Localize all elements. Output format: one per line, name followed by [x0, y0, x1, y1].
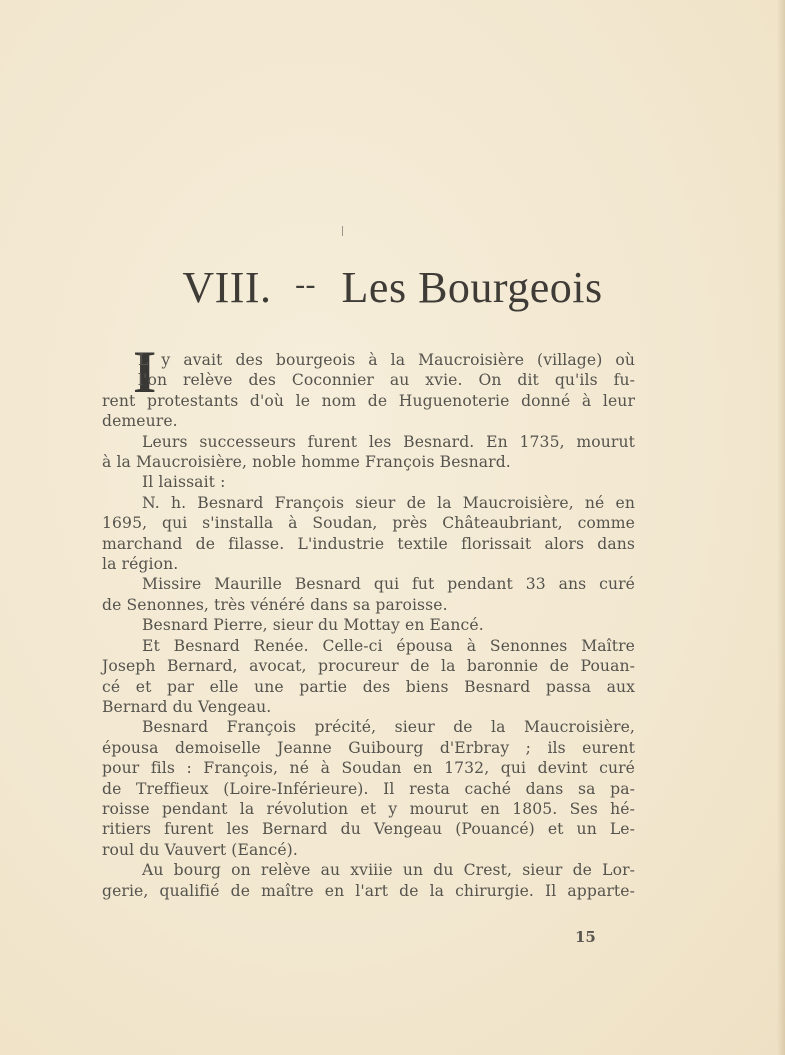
text-line: la région.	[102, 555, 179, 574]
text-line: Il laissait :	[142, 473, 226, 492]
text-line: épousa demoiselle Jeanne Guibourg d'Erbray ; ils eurent	[102, 738, 635, 757]
page-number: 15	[575, 928, 596, 946]
text-line: Et Besnard Renée. Celle-ci épousa à Senonnes Maître	[142, 636, 635, 655]
chapter-title: Les Bourgeois	[341, 263, 603, 312]
text-line: à la Maucroisière, noble homme François Besnard.	[102, 453, 511, 472]
text-line: rent protestants d'où le nom de Huguenoterie donné à leur	[102, 391, 635, 410]
text-line: N. h. Besnard François sieur de la Maucroisière, né en	[142, 493, 635, 512]
text-line: roisse pendant la révolution et y mourut en 1805. Ses hé-	[102, 799, 635, 818]
text-line: Au bourg on relève au xviiie un du Crest, sieur de Lor-	[142, 861, 635, 880]
text-line: Bernard du Vengeau.	[102, 697, 272, 716]
text-line: ritiers furent les Bernard du Vengeau (Pouancé) et un Le-	[102, 820, 635, 839]
chapter-number: VIII.	[182, 263, 272, 312]
text-line: Joseph Bernard, avocat, procureur de la baronnie de Pouan-	[102, 657, 635, 676]
body-text	[102, 350, 635, 901]
text-line: marchand de filasse. L'industrie textile florissait alors dans	[102, 534, 635, 553]
text-line: Missire Maurille Besnard qui fut pendant 33 ans curé	[142, 575, 635, 594]
text-line: gerie, qualifié de maître en l'art de la chirurgie. Il apparte-	[102, 881, 635, 900]
chapter-dash: --	[295, 268, 317, 301]
chapter-heading	[0, 262, 785, 313]
drop-cap: I	[133, 339, 157, 405]
text-line: demeure.	[102, 412, 178, 431]
text-line: l'on relève des Coconnier au xvie. On dit qu'ils fu-	[138, 371, 635, 390]
text-line: Besnard Pierre, sieur du Mottay en Eancé.	[142, 616, 484, 635]
text-line: pour fils : François, né à Soudan en 1732, qui devint curé	[102, 759, 635, 778]
text-line: 1695, qui s'installa à Soudan, près Châteaubriant, comme	[102, 514, 635, 533]
text-line: Besnard François précité, sieur de la Maucroisière,	[142, 718, 635, 737]
text-line: de Senonnes, très vénéré dans sa paroisse.	[102, 595, 448, 614]
page-edge-shadow	[777, 0, 785, 1055]
text-line: cé et par elle une partie des biens Besnard passa aux	[102, 677, 635, 696]
text-line: roul du Vauvert (Eancé).	[102, 840, 298, 859]
text-line: Leurs successeurs furent les Besnard. En 1735, mourut	[142, 432, 635, 451]
text-line: L y avait des bourgeois à la Maucroisière (village) où	[138, 351, 635, 369]
printer-mark	[342, 226, 343, 236]
text-line: de Treffieux (Loire-Inférieure). Il resta caché dans sa pa-	[102, 779, 635, 798]
